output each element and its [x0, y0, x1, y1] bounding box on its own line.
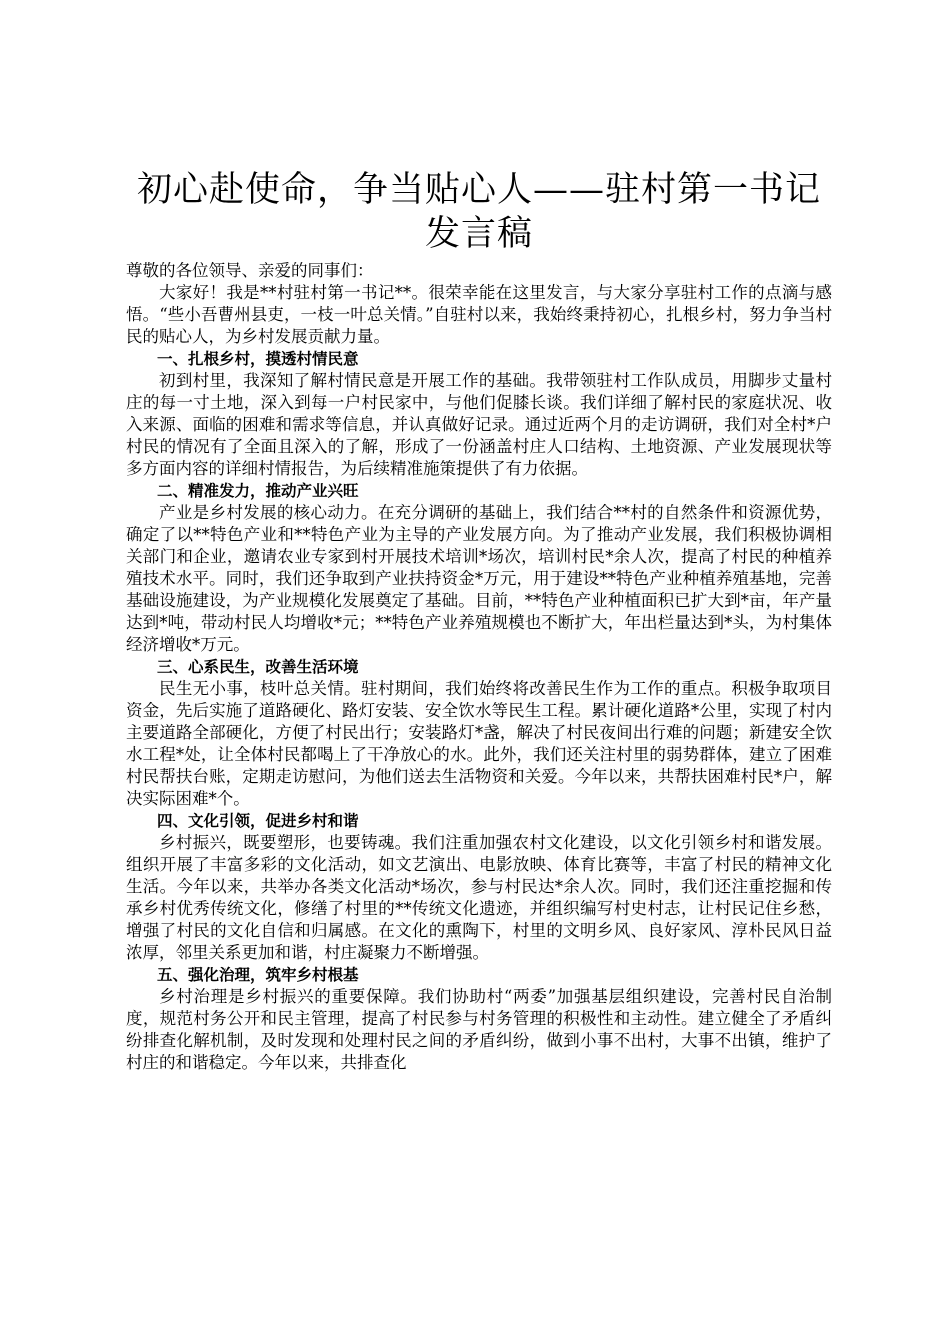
section-heading: 五、强化治理，筑牢乡村根基 [157, 966, 359, 984]
section-heading: 四、文化引领，促进乡村和谐 [157, 812, 359, 830]
salutation: 尊敬的各位领导、亲爱的同事们： [126, 261, 374, 280]
section-heading: 三、心系民生，改善生活环境 [157, 658, 359, 676]
document-title: 初心赴使命，争当贴心人——驻村第一书记发言稿 [136, 170, 821, 254]
section-heading: 一、扎根乡村，摸透村情民意 [157, 350, 359, 368]
section-paragraph: 乡村治理是乡村振兴的重要保障。我们协助村“两委”加强基层组织建设，完善村民自治制度，规范村务公开和民主管理，提高了村民参与村务管理的积极性和主动性。建立健全了矛盾纠纷排查化解机制，及时发现和处理村民之间的矛盾纠纷，做到小事不出村，大事不出镇，维护了村庄的和谐稳定。今年以来，共排查化 [126, 987, 832, 1072]
document-page [126, 168, 832, 1074]
section-paragraph: 初到村里，我深知了解村情民意是开展工作的基础。我带领驻村工作队成员，用脚步丈量村庄的每一寸土地，深入到每一户村民家中，与他们促膝长谈。我们详细了解村民的家庭状况、收入来源、面临的困难和需求等信息，并认真做好记录。通过近两个月的走访调研，我们对全村*户村民的情况有了全面且深入的了解，形成了一份涵盖村庄人口结构、土地资源、产业发展现状等多方面内容的详细村情报告，为后续精准施策提供了有力依据。 [126, 371, 832, 478]
document-body [126, 260, 832, 1074]
section-paragraph: 民生无小事，枝叶总关情。驻村期间，我们始终将改善民生作为工作的重点。积极争取项目资金，先后实施了道路硬化、路灯安装、安全饮水等民生工程。累计硬化道路*公里，实现了村内主要道路全部硬化，方便了村民出行；安装路灯*盏，解决了村民夜间出行难的问题；新建安全饮水工程*处，让全体村民都喝上了干净放心的水。此外，我们还关注村里的弱势群体，建立了困难村民帮扶台账，定期走访慰问，为他们送去生活物资和关爱。今年以来，共帮扶困难村民*户，解决实际困难*个。 [126, 679, 832, 808]
section-heading: 二、精准发力，推动产业兴旺 [157, 482, 359, 500]
intro-paragraph: 大家好！我是**村驻村第一书记**。很荣幸能在这里发言，与大家分享驻村工作的点滴与感悟。“些小吾曹州县吏，一枝一叶总关情。”自驻村以来，我始终秉持初心，扎根乡村，努力争当村民的贴心人，为乡村发展贡献力量。 [126, 283, 832, 346]
section-paragraph: 乡村振兴，既要塑形，也要铸魂。我们注重加强农村文化建设，以文化引领乡村和谐发展。组织开展了丰富多彩的文化活动，如文艺演出、电影放映、体育比赛等，丰富了村民的精神文化生活。今年以来，共举办各类文化活动*场次，参与村民达*余人次。同时，我们还注重挖掘和传承乡村优秀传统文化，修缮了村里的**传统文化遗迹，并组织编写村史村志，让村民记住乡愁，增强了村民的文化自信和归属感。在文化的熏陶下，村里的文明乡风、良好家风、淳朴民风日益浓厚，邻里关系更加和谐，村庄凝聚力不断增强。 [126, 833, 832, 962]
section-paragraph: 产业是乡村发展的核心动力。在充分调研的基础上，我们结合**村的自然条件和资源优势，确定了以**特色产业和**特色产业为主导的产业发展方向。为了推动产业发展，我们积极协调相关部门和企业，邀请农业专家到村开展技术培训*场次，培训村民*余人次，提高了村民的种植养殖技术水平。同时，我们还争取到产业扶持资金*万元，用于建设**特色产业种植养殖基地，完善基础设施建设，为产业规模化发展奠定了基础。目前，**特色产业种植面积已扩大到*亩，年产量达到*吨，带动村民人均增收*元；**特色产业养殖规模也不断扩大，年出栏量达到*头，为村集体经济增收*万元。 [126, 503, 832, 654]
